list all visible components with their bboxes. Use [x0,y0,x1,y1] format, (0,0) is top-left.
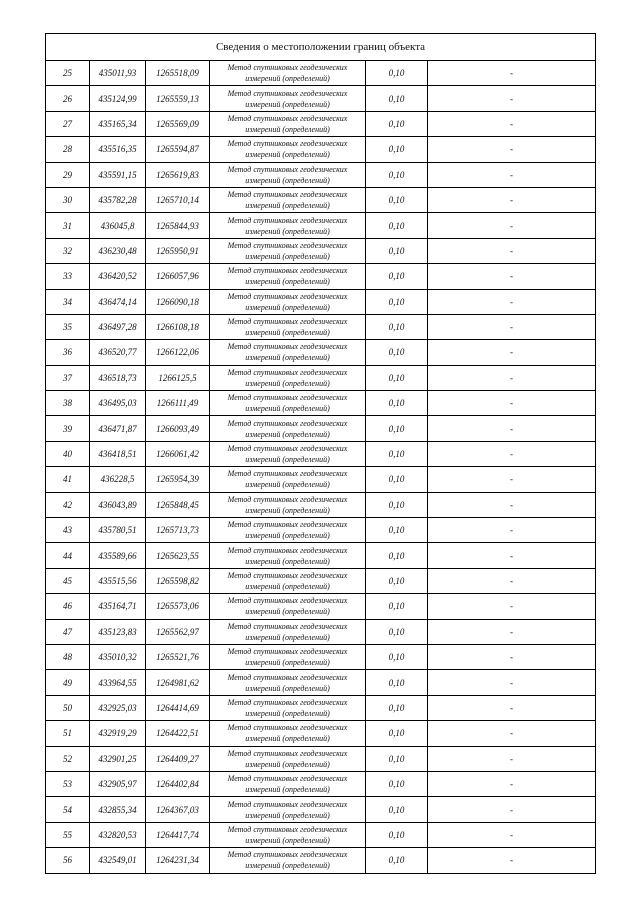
method-cell: Метод спутниковых геодезических измерений (определений) [210,289,366,314]
accuracy-cell: 0,10 [366,61,428,86]
table-row [46,594,596,619]
accuracy-cell: 0,10 [366,137,428,162]
description-cell: - [428,822,596,847]
table-row [46,797,596,822]
accuracy-cell: 0,10 [366,264,428,289]
method-cell: Метод спутниковых геодезических измерений (определений) [210,695,366,720]
table-row [46,771,596,796]
table-row [46,391,596,416]
description-cell: - [428,264,596,289]
point-number-cell: 43 [46,518,90,543]
description-cell: - [428,543,596,568]
accuracy-cell: 0,10 [366,238,428,263]
accuracy-cell: 0,10 [366,441,428,466]
point-number-cell: 42 [46,492,90,517]
method-cell: Метод спутниковых геодезических измерений (определений) [210,314,366,339]
method-cell: Метод спутниковых геодезических измерений (определений) [210,644,366,669]
y-coordinate-cell: 1266108,18 [146,314,210,339]
method-cell: Метод спутниковых геодезических измерений (определений) [210,670,366,695]
x-coordinate-cell: 435164,71 [90,594,146,619]
description-cell: - [428,314,596,339]
y-coordinate-cell: 1265573,06 [146,594,210,619]
point-number-cell: 37 [46,365,90,390]
x-coordinate-cell: 436228,5 [90,467,146,492]
point-number-cell: 49 [46,670,90,695]
table-row [46,264,596,289]
x-coordinate-cell: 436495,03 [90,391,146,416]
method-cell: Метод спутниковых геодезических измерений (определений) [210,721,366,746]
x-coordinate-cell: 432901,25 [90,746,146,771]
document-sheet [45,33,595,874]
description-cell: - [428,416,596,441]
description-cell: - [428,289,596,314]
description-cell: - [428,137,596,162]
point-number-cell: 39 [46,416,90,441]
y-coordinate-cell: 1265950,91 [146,238,210,263]
point-number-cell: 50 [46,695,90,720]
y-coordinate-cell: 1265623,55 [146,543,210,568]
y-coordinate-cell: 1266061,42 [146,441,210,466]
x-coordinate-cell: 435591,15 [90,162,146,187]
description-cell: - [428,492,596,517]
description-cell: - [428,162,596,187]
point-number-cell: 45 [46,568,90,593]
description-cell: - [428,670,596,695]
x-coordinate-cell: 436045,8 [90,213,146,238]
point-number-cell: 44 [46,543,90,568]
table-row [46,721,596,746]
table-row [46,441,596,466]
accuracy-cell: 0,10 [366,340,428,365]
description-cell: - [428,238,596,263]
accuracy-cell: 0,10 [366,619,428,644]
x-coordinate-cell: 436520,77 [90,340,146,365]
y-coordinate-cell: 1266111,49 [146,391,210,416]
table-row [46,238,596,263]
y-coordinate-cell: 1265562,97 [146,619,210,644]
accuracy-cell: 0,10 [366,289,428,314]
description-cell: - [428,213,596,238]
accuracy-cell: 0,10 [366,568,428,593]
y-coordinate-cell: 1265598,82 [146,568,210,593]
y-coordinate-cell: 1265518,09 [146,61,210,86]
method-cell: Метод спутниковых геодезических измерений (определений) [210,365,366,390]
table-row [46,848,596,873]
accuracy-cell: 0,10 [366,594,428,619]
description-cell: - [428,619,596,644]
method-cell: Метод спутниковых геодезических измерений (определений) [210,848,366,873]
accuracy-cell: 0,10 [366,213,428,238]
accuracy-cell: 0,10 [366,695,428,720]
method-cell: Метод спутниковых геодезических измерений (определений) [210,137,366,162]
y-coordinate-cell: 1265713,73 [146,518,210,543]
description-cell: - [428,365,596,390]
description-cell: - [428,746,596,771]
accuracy-cell: 0,10 [366,492,428,517]
y-coordinate-cell: 1264981,62 [146,670,210,695]
x-coordinate-cell: 436518,73 [90,365,146,390]
table-row [46,365,596,390]
y-coordinate-cell: 1265954,39 [146,467,210,492]
point-number-cell: 31 [46,213,90,238]
point-number-cell: 38 [46,391,90,416]
table-row [46,746,596,771]
y-coordinate-cell: 1264367,03 [146,797,210,822]
description-cell: - [428,771,596,796]
x-coordinate-cell: 435782,28 [90,187,146,212]
method-cell: Метод спутниковых геодезических измерений (определений) [210,568,366,593]
x-coordinate-cell: 436230,48 [90,238,146,263]
accuracy-cell: 0,10 [366,721,428,746]
point-number-cell: 55 [46,822,90,847]
table-row [46,670,596,695]
point-number-cell: 33 [46,264,90,289]
method-cell: Метод спутниковых геодезических измерений (определений) [210,518,366,543]
table-row [46,619,596,644]
y-coordinate-cell: 1265569,09 [146,111,210,136]
point-number-cell: 32 [46,238,90,263]
table-row [46,340,596,365]
y-coordinate-cell: 1265521,76 [146,644,210,669]
table-row [46,162,596,187]
y-coordinate-cell: 1265844,93 [146,213,210,238]
point-number-cell: 34 [46,289,90,314]
accuracy-cell: 0,10 [366,391,428,416]
table-row [46,492,596,517]
method-cell: Метод спутниковых геодезических измерений (определений) [210,594,366,619]
accuracy-cell: 0,10 [366,746,428,771]
x-coordinate-cell: 435010,32 [90,644,146,669]
method-cell: Метод спутниковых геодезических измерений (определений) [210,797,366,822]
x-coordinate-cell: 432549,01 [90,848,146,873]
method-cell: Метод спутниковых геодезических измерений (определений) [210,213,366,238]
description-cell: - [428,340,596,365]
point-number-cell: 26 [46,86,90,111]
accuracy-cell: 0,10 [366,162,428,187]
x-coordinate-cell: 432925,03 [90,695,146,720]
method-cell: Метод спутниковых геодезических измерений (определений) [210,162,366,187]
method-cell: Метод спутниковых геодезических измерений (определений) [210,467,366,492]
method-cell: Метод спутниковых геодезических измерений (определений) [210,822,366,847]
description-cell: - [428,848,596,873]
x-coordinate-cell: 436418,51 [90,441,146,466]
table-row [46,644,596,669]
description-cell: - [428,721,596,746]
point-number-cell: 30 [46,187,90,212]
table-row [46,695,596,720]
x-coordinate-cell: 435589,66 [90,543,146,568]
accuracy-cell: 0,10 [366,86,428,111]
point-number-cell: 56 [46,848,90,873]
description-cell: - [428,61,596,86]
table-row [46,61,596,86]
x-coordinate-cell: 436420,52 [90,264,146,289]
y-coordinate-cell: 1264414,69 [146,695,210,720]
accuracy-cell: 0,10 [366,467,428,492]
table-row [46,543,596,568]
method-cell: Метод спутниковых геодезических измерений (определений) [210,441,366,466]
x-coordinate-cell: 435011,93 [90,61,146,86]
accuracy-cell: 0,10 [366,416,428,441]
table-row [46,314,596,339]
description-cell: - [428,594,596,619]
x-coordinate-cell: 435516,35 [90,137,146,162]
table-title: Сведения о местоположении границ объекта [46,34,596,61]
description-cell: - [428,568,596,593]
table-row [46,187,596,212]
x-coordinate-cell: 436471,87 [90,416,146,441]
point-number-cell: 52 [46,746,90,771]
point-number-cell: 29 [46,162,90,187]
accuracy-cell: 0,10 [366,848,428,873]
description-cell: - [428,695,596,720]
x-coordinate-cell: 435123,83 [90,619,146,644]
y-coordinate-cell: 1266057,96 [146,264,210,289]
x-coordinate-cell: 435515,56 [90,568,146,593]
accuracy-cell: 0,10 [366,670,428,695]
method-cell: Метод спутниковых геодезических измерений (определений) [210,746,366,771]
method-cell: Метод спутниковых геодезических измерений (определений) [210,264,366,289]
table-row [46,518,596,543]
accuracy-cell: 0,10 [366,771,428,796]
x-coordinate-cell: 435165,34 [90,111,146,136]
point-number-cell: 47 [46,619,90,644]
y-coordinate-cell: 1264417,74 [146,822,210,847]
method-cell: Метод спутниковых геодезических измерений (определений) [210,238,366,263]
description-cell: - [428,467,596,492]
x-coordinate-cell: 436043,89 [90,492,146,517]
x-coordinate-cell: 432919,29 [90,721,146,746]
description-cell: - [428,391,596,416]
accuracy-cell: 0,10 [366,365,428,390]
description-cell: - [428,441,596,466]
description-cell: - [428,518,596,543]
table-row [46,137,596,162]
method-cell: Метод спутниковых геодезических измерений (определений) [210,111,366,136]
y-coordinate-cell: 1265619,83 [146,162,210,187]
y-coordinate-cell: 1264409,27 [146,746,210,771]
method-cell: Метод спутниковых геодезических измерений (определений) [210,492,366,517]
method-cell: Метод спутниковых геодезических измерений (определений) [210,391,366,416]
method-cell: Метод спутниковых геодезических измерений (определений) [210,340,366,365]
table-title-row [46,34,596,61]
y-coordinate-cell: 1265848,45 [146,492,210,517]
point-number-cell: 27 [46,111,90,136]
y-coordinate-cell: 1266125,5 [146,365,210,390]
description-cell: - [428,644,596,669]
point-number-cell: 28 [46,137,90,162]
x-coordinate-cell: 435780,51 [90,518,146,543]
table-row [46,822,596,847]
y-coordinate-cell: 1265710,14 [146,187,210,212]
accuracy-cell: 0,10 [366,543,428,568]
y-coordinate-cell: 1264231,34 [146,848,210,873]
boundary-table [45,33,596,874]
x-coordinate-cell: 432855,34 [90,797,146,822]
accuracy-cell: 0,10 [366,314,428,339]
point-number-cell: 25 [46,61,90,86]
y-coordinate-cell: 1265559,13 [146,86,210,111]
point-number-cell: 46 [46,594,90,619]
y-coordinate-cell: 1266093,49 [146,416,210,441]
x-coordinate-cell: 436497,28 [90,314,146,339]
description-cell: - [428,111,596,136]
y-coordinate-cell: 1266090,18 [146,289,210,314]
table-row [46,289,596,314]
accuracy-cell: 0,10 [366,822,428,847]
point-number-cell: 41 [46,467,90,492]
method-cell: Метод спутниковых геодезических измерений (определений) [210,543,366,568]
y-coordinate-cell: 1264402,84 [146,771,210,796]
method-cell: Метод спутниковых геодезических измерений (определений) [210,771,366,796]
x-coordinate-cell: 436474,14 [90,289,146,314]
point-number-cell: 53 [46,771,90,796]
table-body [46,61,596,874]
x-coordinate-cell: 433964,55 [90,670,146,695]
accuracy-cell: 0,10 [366,797,428,822]
x-coordinate-cell: 432905,97 [90,771,146,796]
method-cell: Метод спутниковых геодезических измерений (определений) [210,61,366,86]
table-row [46,86,596,111]
x-coordinate-cell: 432820,53 [90,822,146,847]
x-coordinate-cell: 435124,99 [90,86,146,111]
table-row [46,568,596,593]
method-cell: Метод спутниковых геодезических измерений (определений) [210,86,366,111]
point-number-cell: 40 [46,441,90,466]
table-row [46,416,596,441]
point-number-cell: 54 [46,797,90,822]
method-cell: Метод спутниковых геодезических измерений (определений) [210,416,366,441]
y-coordinate-cell: 1264422,51 [146,721,210,746]
description-cell: - [428,187,596,212]
accuracy-cell: 0,10 [366,518,428,543]
method-cell: Метод спутниковых геодезических измерений (определений) [210,619,366,644]
point-number-cell: 51 [46,721,90,746]
y-coordinate-cell: 1265594,87 [146,137,210,162]
table-row [46,111,596,136]
method-cell: Метод спутниковых геодезических измерений (определений) [210,187,366,212]
accuracy-cell: 0,10 [366,187,428,212]
point-number-cell: 48 [46,644,90,669]
point-number-cell: 35 [46,314,90,339]
description-cell: - [428,797,596,822]
description-cell: - [428,86,596,111]
accuracy-cell: 0,10 [366,111,428,136]
table-row [46,467,596,492]
y-coordinate-cell: 1266122,06 [146,340,210,365]
table-row [46,213,596,238]
point-number-cell: 36 [46,340,90,365]
accuracy-cell: 0,10 [366,644,428,669]
